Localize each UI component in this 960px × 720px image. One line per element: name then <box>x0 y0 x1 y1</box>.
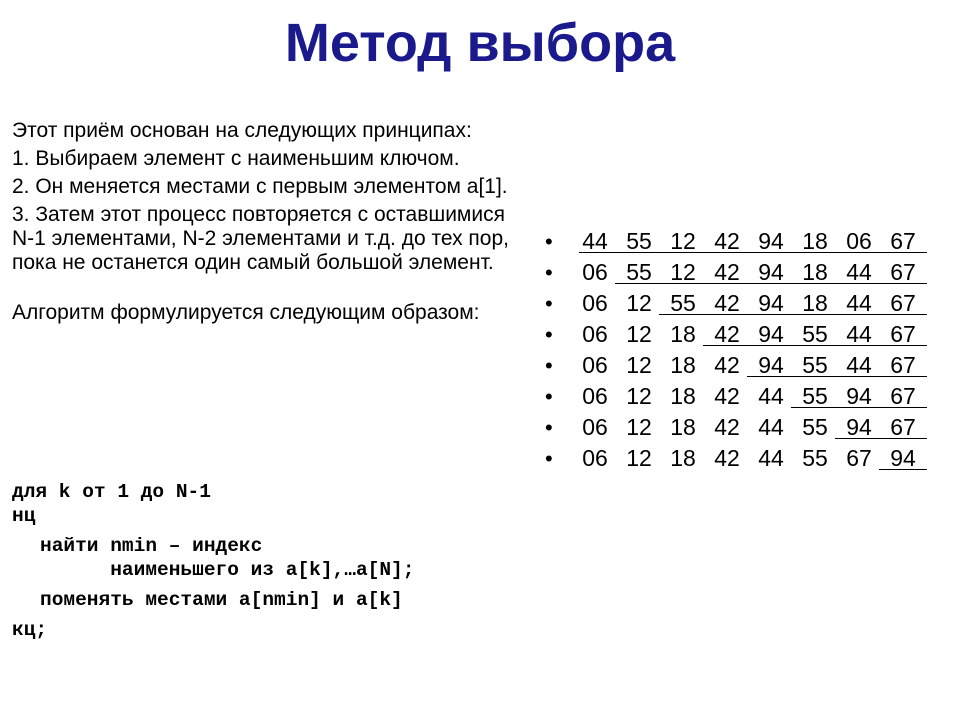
principle-3: 3. Затем этот процесс повторяется с оставшимися N-1 элементами, N-2 элементами и т.д. до тех пор, пока не останется один самый большой элемент. <box>12 203 509 274</box>
bullet-icon: • <box>545 291 553 316</box>
array-value: 67 <box>890 290 916 316</box>
unsorted-part-underline <box>703 345 927 346</box>
unsorted-part-underline <box>791 407 927 408</box>
array-value: 18 <box>802 290 828 316</box>
code-line: наименьшего из a[k],…a[N]; <box>40 559 415 581</box>
array-value: 06 <box>582 445 608 471</box>
array-value: 44 <box>846 290 872 316</box>
array-value: 44 <box>758 414 784 440</box>
bullet-icon: • <box>545 415 553 440</box>
array-value: 44 <box>846 321 872 347</box>
bullet-icon: • <box>545 384 553 409</box>
sorting-step-row <box>545 350 945 381</box>
array-value: 42 <box>714 445 740 471</box>
array-value: 42 <box>714 383 740 409</box>
description-text <box>12 119 512 329</box>
array-value: 42 <box>714 321 740 347</box>
bullet-icon: • <box>545 322 553 347</box>
principle-1: 1. Выбираем элемент с наименьшим ключом. <box>12 147 460 170</box>
array-value: 67 <box>846 445 872 471</box>
array-value: 06 <box>582 321 608 347</box>
array-value: 44 <box>846 352 872 378</box>
code-line: нц <box>12 505 36 527</box>
array-value: 67 <box>890 259 916 285</box>
array-value: 12 <box>626 414 652 440</box>
array-value: 18 <box>670 445 696 471</box>
array-value: 12 <box>626 352 652 378</box>
array-value: 18 <box>670 352 696 378</box>
array-value: 55 <box>802 414 828 440</box>
unsorted-part-underline <box>747 376 927 377</box>
array-value: 12 <box>626 383 652 409</box>
array-value: 44 <box>582 228 608 254</box>
array-value: 94 <box>846 414 872 440</box>
array-value: 94 <box>758 290 784 316</box>
array-value: 94 <box>758 228 784 254</box>
unsorted-part-underline <box>659 314 927 315</box>
array-value: 67 <box>890 228 916 254</box>
array-value: 55 <box>626 259 652 285</box>
array-value: 55 <box>670 290 696 316</box>
array-value: 55 <box>802 383 828 409</box>
bullet-icon: • <box>545 229 553 254</box>
principle-2: 2. Он меняется местами с первым элементом а[1]. <box>12 175 508 198</box>
slide-title: Метод выбора <box>284 13 676 73</box>
array-value: 94 <box>758 259 784 285</box>
pseudocode-block <box>12 480 532 642</box>
unsorted-part-underline <box>615 283 927 284</box>
intro-paragraph: Этот приём основан на следующих принципах: <box>12 119 472 142</box>
array-value: 94 <box>890 445 916 471</box>
array-value: 55 <box>802 352 828 378</box>
sorting-step-row <box>545 288 945 319</box>
array-value: 18 <box>670 383 696 409</box>
code-line: поменять местами a[nmin] и a[k] <box>40 589 403 611</box>
array-value: 67 <box>890 383 916 409</box>
unsorted-part-underline <box>579 252 927 253</box>
sorting-step-row <box>545 319 945 350</box>
array-value: 12 <box>670 228 696 254</box>
bullet-icon: • <box>545 446 553 471</box>
array-value: 06 <box>582 259 608 285</box>
code-line: кц; <box>12 619 48 641</box>
sorting-step-row <box>545 381 945 412</box>
array-value: 67 <box>890 414 916 440</box>
array-value: 42 <box>714 259 740 285</box>
bullet-icon: • <box>545 353 553 378</box>
array-value: 06 <box>582 383 608 409</box>
array-value: 12 <box>626 445 652 471</box>
array-value: 94 <box>758 321 784 347</box>
array-value: 44 <box>846 259 872 285</box>
code-line: для k от 1 до N-1 <box>12 481 211 503</box>
array-value: 18 <box>670 321 696 347</box>
sorting-step-row <box>545 257 945 288</box>
bullet-icon: • <box>545 260 553 285</box>
algorithm-intro: Алгоритм формулируется следующим образом: <box>12 301 480 324</box>
array-value: 12 <box>626 321 652 347</box>
array-value: 55 <box>802 321 828 347</box>
array-value: 42 <box>714 228 740 254</box>
array-value: 42 <box>714 352 740 378</box>
array-value: 42 <box>714 290 740 316</box>
array-value: 67 <box>890 321 916 347</box>
sorting-step-row <box>545 412 945 443</box>
array-value: 18 <box>670 414 696 440</box>
array-value: 44 <box>758 445 784 471</box>
array-value: 12 <box>626 290 652 316</box>
array-value: 55 <box>626 228 652 254</box>
sorting-step-row <box>545 226 945 257</box>
array-value: 12 <box>670 259 696 285</box>
unsorted-part-underline <box>835 438 927 439</box>
array-value: 42 <box>714 414 740 440</box>
array-value: 06 <box>846 228 872 254</box>
sorting-steps-list <box>545 226 945 474</box>
array-value: 06 <box>582 352 608 378</box>
array-value: 18 <box>802 228 828 254</box>
unsorted-part-underline <box>879 469 927 470</box>
array-value: 18 <box>802 259 828 285</box>
array-value: 55 <box>802 445 828 471</box>
array-value: 94 <box>846 383 872 409</box>
code-line: найти nmin – индекс <box>40 535 263 557</box>
array-value: 44 <box>758 383 784 409</box>
sorting-step-row <box>545 443 945 474</box>
array-value: 06 <box>582 414 608 440</box>
array-value: 67 <box>890 352 916 378</box>
array-value: 94 <box>758 352 784 378</box>
array-value: 06 <box>582 290 608 316</box>
